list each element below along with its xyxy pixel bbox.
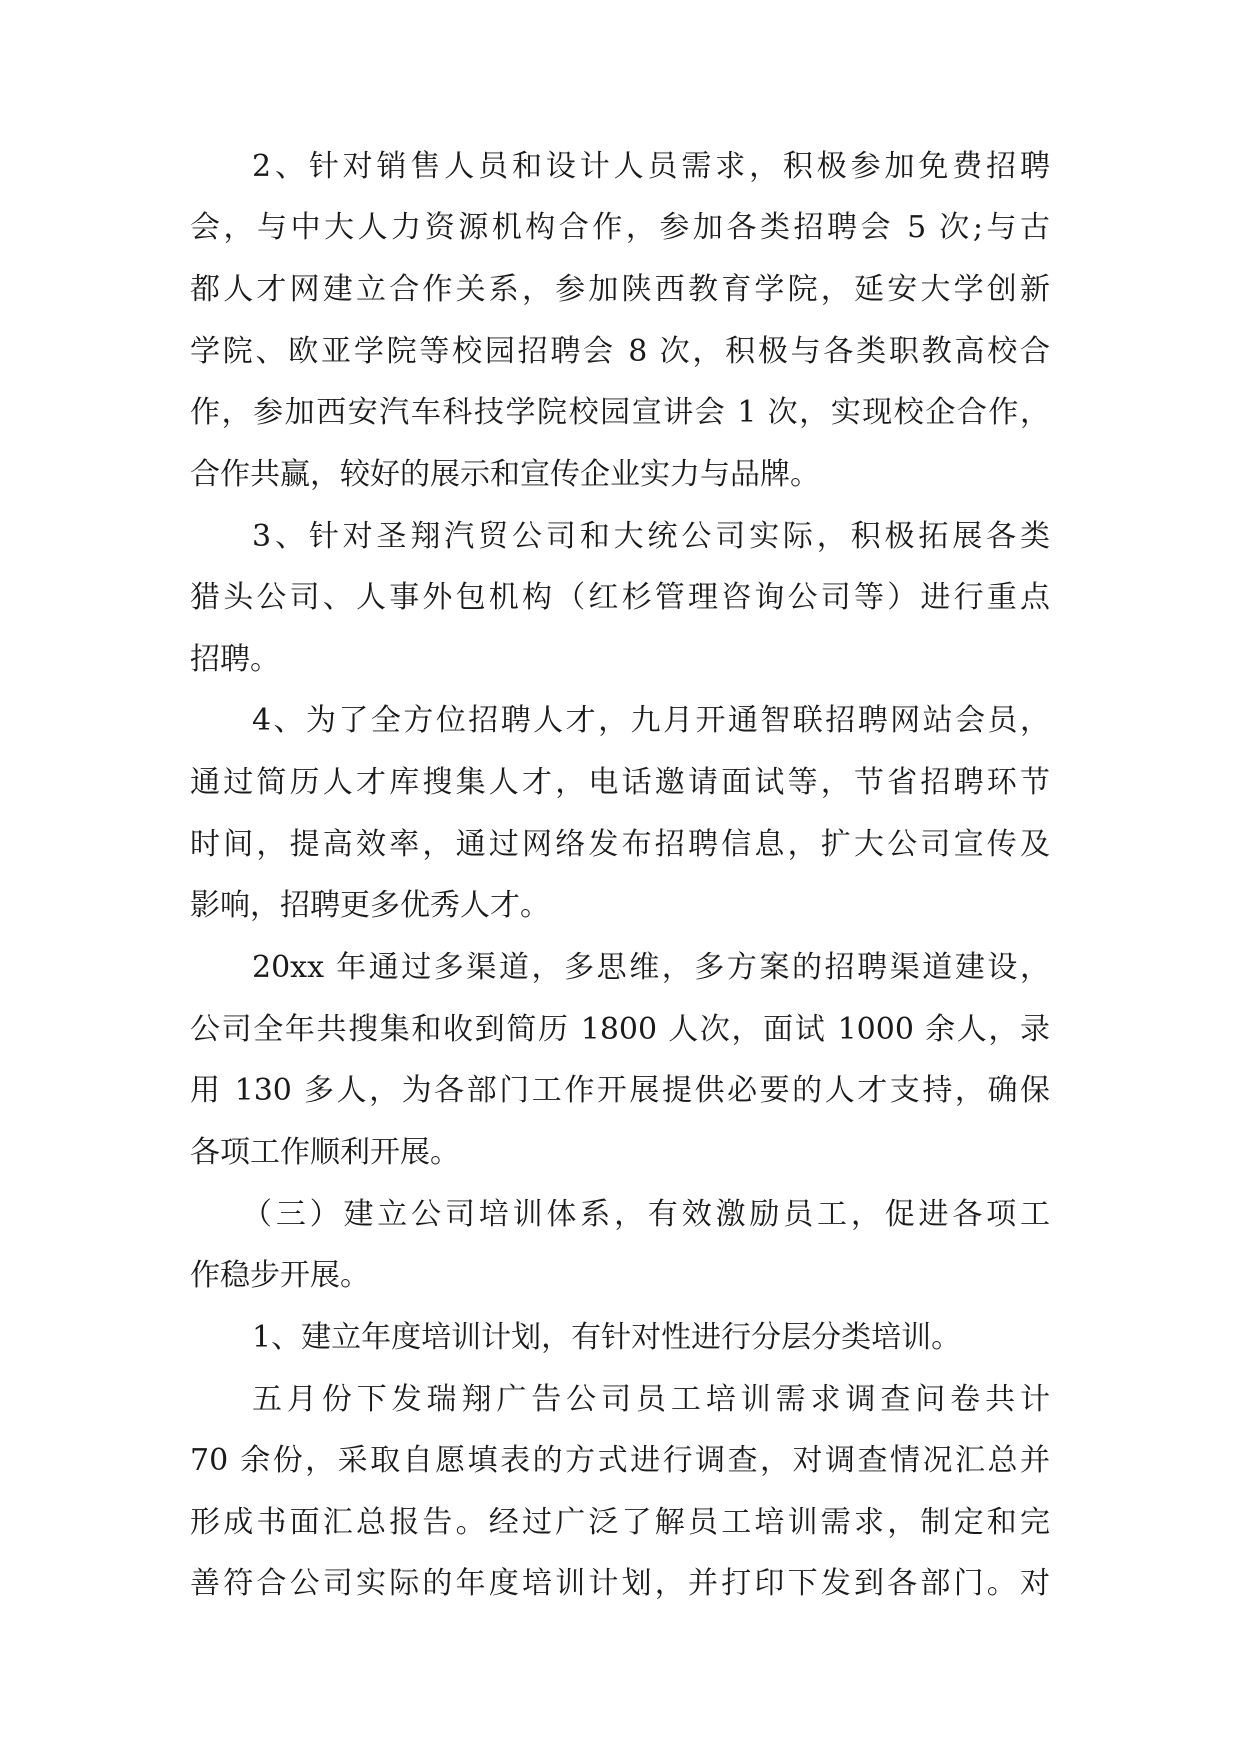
paragraph-2-line-1: 2、针对销售人员和设计人员需求，积极参加免费招聘 xyxy=(252,149,1050,184)
summary-line-2: 公司全年共搜集和收到简历 1800 人次，面试 1000 余人，录 xyxy=(190,1012,1050,1047)
training-paragraph-line-1: 五月份下发瑞翔广告公司员工培训需求调查问卷共计 xyxy=(252,1382,1050,1417)
paragraph-2-line-2: 会，与中大人力资源机构合作，参加各类招聘会 5 次;与古 xyxy=(190,210,1050,245)
item-1-line: 1、建立年度培训计划，有针对性进行分层分类培训。 xyxy=(252,1320,962,1355)
summary-line-4: 各项工作顺利开展。 xyxy=(190,1135,460,1170)
section-3-heading-line-1: （三）建立公司培训体系，有效激励员工，促进各项工 xyxy=(242,1197,1050,1232)
paragraph-2-line-3: 都人才网建立合作关系，参加陕西教育学院，延安大学创新 xyxy=(190,272,1050,307)
paragraph-2-line-6: 合作共赢，较好的展示和宣传企业实力与品牌。 xyxy=(190,457,820,492)
training-paragraph-line-4: 善符合公司实际的年度培训计划，并打印下发到各部门。对 xyxy=(190,1566,1050,1601)
training-paragraph-line-3: 形成书面汇总报告。经过广泛了解员工培训需求，制定和完 xyxy=(190,1505,1050,1540)
paragraph-4-line-3: 时间，提高效率，通过网络发布招聘信息，扩大公司宣传及 xyxy=(190,827,1050,862)
paragraph-2-line-5: 作，参加西安汽车科技学院校园宣讲会 1 次，实现校企合作， xyxy=(190,395,1050,430)
section-3-heading-line-2: 作稳步开展。 xyxy=(190,1258,370,1293)
summary-line-3: 用 130 多人，为各部门工作开展提供必要的人才支持，确保 xyxy=(190,1073,1050,1108)
paragraph-3-line-1: 3、针对圣翔汽贸公司和大统公司实际，积极拓展各类 xyxy=(252,519,1050,554)
paragraph-4-line-4: 影响，招聘更多优秀人才。 xyxy=(190,888,550,923)
paragraph-2-line-4: 学院、欧亚学院等校园招聘会 8 次，积极与各类职教高校合 xyxy=(190,334,1050,369)
paragraph-3-line-3: 招聘。 xyxy=(190,642,280,677)
summary-line-1: 20xx 年通过多渠道，多思维，多方案的招聘渠道建设， xyxy=(252,950,1050,985)
paragraph-4-line-2: 通过简历人才库搜集人才，电话邀请面试等，节省招聘环节 xyxy=(190,765,1050,800)
training-paragraph-line-2: 70 余份，采取自愿填表的方式进行调查，对调查情况汇总并 xyxy=(190,1443,1050,1478)
paragraph-3-line-2: 猎头公司、人事外包机构（红杉管理咨询公司等）进行重点 xyxy=(190,580,1050,615)
paragraph-4-line-1: 4、为了全方位招聘人才，九月开通智联招聘网站会员， xyxy=(252,703,1050,738)
